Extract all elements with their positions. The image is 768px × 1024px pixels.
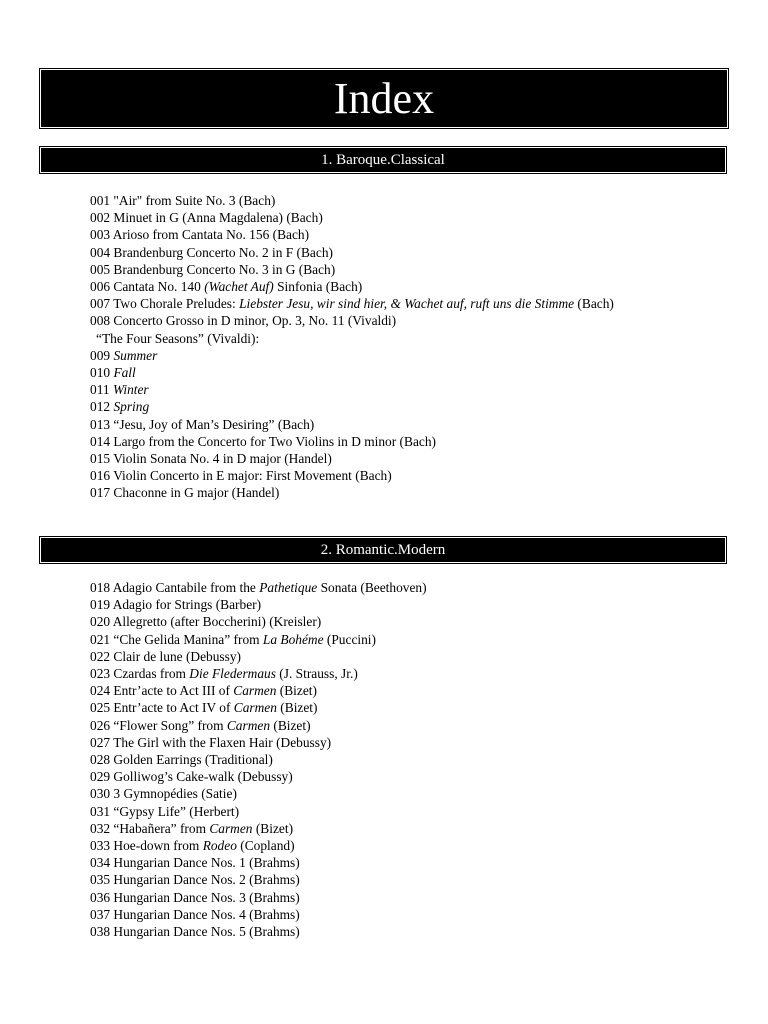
entry-text: (Bizet) <box>270 717 311 733</box>
list-item <box>90 923 730 940</box>
list-item <box>90 226 730 243</box>
italic-title: Liebster Jesu, wir sind hier, & Wachet auf, ruft uns die Stimme <box>239 296 575 312</box>
page-title: Index <box>333 73 435 123</box>
italic-title: (Wachet Auf) <box>204 279 274 295</box>
entry-text: (Bizet) <box>276 700 318 716</box>
list-item <box>90 751 730 768</box>
italic-title: Carmen <box>233 700 277 716</box>
entry-text: 020 Allegretto (after Boccherini) (Kreisler) <box>90 614 322 630</box>
romantic-modern-list <box>90 579 730 940</box>
list-item <box>90 364 730 381</box>
entry-text: 019 Adagio for Strings (Barber) <box>90 597 262 613</box>
entry-text: (J. Strauss, Jr.) <box>275 666 358 682</box>
entry-text: 007 Two Chorale Preludes: <box>90 296 240 312</box>
italic-title: Winter <box>112 382 149 398</box>
italic-title: Rodeo <box>202 838 237 854</box>
list-item <box>90 579 730 596</box>
list-item <box>90 330 730 347</box>
entry-text: 030 3 Gymnopédies (Satie) <box>90 786 237 802</box>
entry-text: (Bach) <box>574 296 614 312</box>
entry-text: 009 <box>90 347 114 363</box>
list-item <box>90 450 730 467</box>
list-item <box>90 244 730 261</box>
list-item <box>90 717 730 734</box>
entry-text: 023 Czardas from <box>90 666 190 682</box>
list-item <box>90 699 730 716</box>
list-item <box>90 820 730 837</box>
entry-text: 015 Violin Sonata No. 4 in D major (Handel) <box>90 451 332 467</box>
section-heading: 1. Baroque.Classical <box>321 151 445 168</box>
entry-text: 013 “Jesu, Joy of Man’s Desiring” (Bach) <box>90 416 315 432</box>
entry-text: 024 Entr’acte to Act III of <box>90 683 234 699</box>
list-item <box>90 648 730 665</box>
baroque-classical-list <box>90 192 730 502</box>
entry-text: 033 Hoe-down from <box>90 838 203 854</box>
entry-text: 031 “Gypsy Life” (Herbert) <box>90 803 240 819</box>
list-item <box>90 596 730 613</box>
entry-text: 021 “Che Gelida Manina” from <box>90 631 263 647</box>
entry-text: Sonata (Beethoven) <box>317 580 427 595</box>
entry-text: 010 <box>90 365 114 381</box>
entry-text: 016 Violin Concerto in E major: First Movement (Bach) <box>90 468 392 484</box>
list-item <box>90 484 730 501</box>
italic-title: La Bohéme <box>262 631 324 647</box>
list-item <box>90 398 730 415</box>
list-item <box>90 768 730 785</box>
list-item <box>90 261 730 278</box>
entry-text: (Bizet) <box>252 820 294 836</box>
entry-text: 014 Largo from the Concerto for Two Violins in D minor (Bach) <box>90 433 436 449</box>
list-item <box>90 682 730 699</box>
entry-text: 026 “Flower Song” from <box>90 717 227 733</box>
entry-text: 029 Golliwog’s Cake-walk (Debussy) <box>90 769 293 785</box>
entry-text: 032 “Habañera” from <box>90 820 210 836</box>
list-item <box>90 416 730 433</box>
italic-title: Die Fledermaus <box>189 666 276 682</box>
entry-text: Sinfonia (Bach) <box>273 279 363 295</box>
entry-text: 005 Brandenburg Concerto No. 3 in G (Bach) <box>90 261 336 277</box>
entry-text: 038 Hungarian Dance Nos. 5 (Brahms) <box>90 924 300 940</box>
italic-title: Carmen <box>226 717 271 733</box>
entry-text: 037 Hungarian Dance Nos. 4 (Brahms) <box>90 906 300 922</box>
list-item <box>90 347 730 364</box>
list-item <box>90 854 730 871</box>
list-item <box>90 433 730 450</box>
entry-text: 036 Hungarian Dance Nos. 3 (Brahms) <box>90 889 300 905</box>
italic-title: Carmen <box>233 683 277 699</box>
entry-text: 004 Brandenburg Concerto No. 2 in F (Bach) <box>90 244 333 260</box>
italic-title: Fall <box>113 365 136 381</box>
entry-text: 017 Chaconne in G major (Handel) <box>90 485 280 501</box>
list-item <box>90 192 730 209</box>
entry-text: 034 Hungarian Dance Nos. 1 (Brahms) <box>90 855 300 871</box>
entry-text: 027 The Girl with the Flaxen Hair (Debussy) <box>90 734 332 750</box>
section-header-baroque-classical <box>41 148 725 172</box>
entry-text: (Puccini) <box>323 631 376 647</box>
entry-text: 035 Hungarian Dance Nos. 2 (Brahms) <box>90 872 300 888</box>
entry-text: 022 Clair de lune (Debussy) <box>90 648 241 664</box>
list-item <box>90 278 730 295</box>
entry-text: 003 Arioso from Cantata No. 156 (Bach) <box>90 227 310 243</box>
list-item <box>90 785 730 802</box>
list-item <box>90 209 730 226</box>
list-item <box>90 889 730 906</box>
section-heading: 2. Romantic.Modern <box>320 541 446 558</box>
entry-text: 028 Golden Earrings (Traditional) <box>90 752 273 768</box>
list-item <box>90 665 730 682</box>
list-item <box>90 734 730 751</box>
italic-title: Spring <box>113 399 150 415</box>
entry-text: 018 Adagio Cantabile from the <box>90 580 260 595</box>
italic-title: Carmen <box>209 820 253 836</box>
list-item <box>90 381 730 398</box>
entry-text: 011 <box>90 382 113 398</box>
entry-text: 012 <box>90 399 114 415</box>
list-item <box>90 631 730 648</box>
entry-text: “The Four Seasons” (Vivaldi): <box>96 330 260 346</box>
list-item <box>90 871 730 888</box>
section-header-romantic-modern <box>41 538 725 562</box>
list-item <box>90 803 730 820</box>
list-item <box>90 906 730 923</box>
entry-text: (Copland) <box>236 838 295 854</box>
entry-text: 025 Entr’acte to Act IV of <box>90 700 234 716</box>
entry-text: (Bizet) <box>276 683 317 699</box>
italic-title: Summer <box>113 347 158 363</box>
list-item <box>90 613 730 630</box>
list-item <box>90 467 730 484</box>
entry-text: 002 Minuet in G (Anna Magdalena) (Bach) <box>90 210 323 226</box>
list-item <box>90 312 730 329</box>
list-item <box>90 837 730 854</box>
index-title-banner <box>41 70 727 127</box>
list-item <box>90 295 730 312</box>
italic-title: Pathetique <box>259 580 318 595</box>
entry-text: 008 Concerto Grosso in D minor, Op. 3, No. 11 (Vivaldi) <box>90 313 397 329</box>
entry-text: 001 "Air" from Suite No. 3 (Bach) <box>90 193 276 208</box>
entry-text: 006 Cantata No. 140 <box>90 279 205 295</box>
